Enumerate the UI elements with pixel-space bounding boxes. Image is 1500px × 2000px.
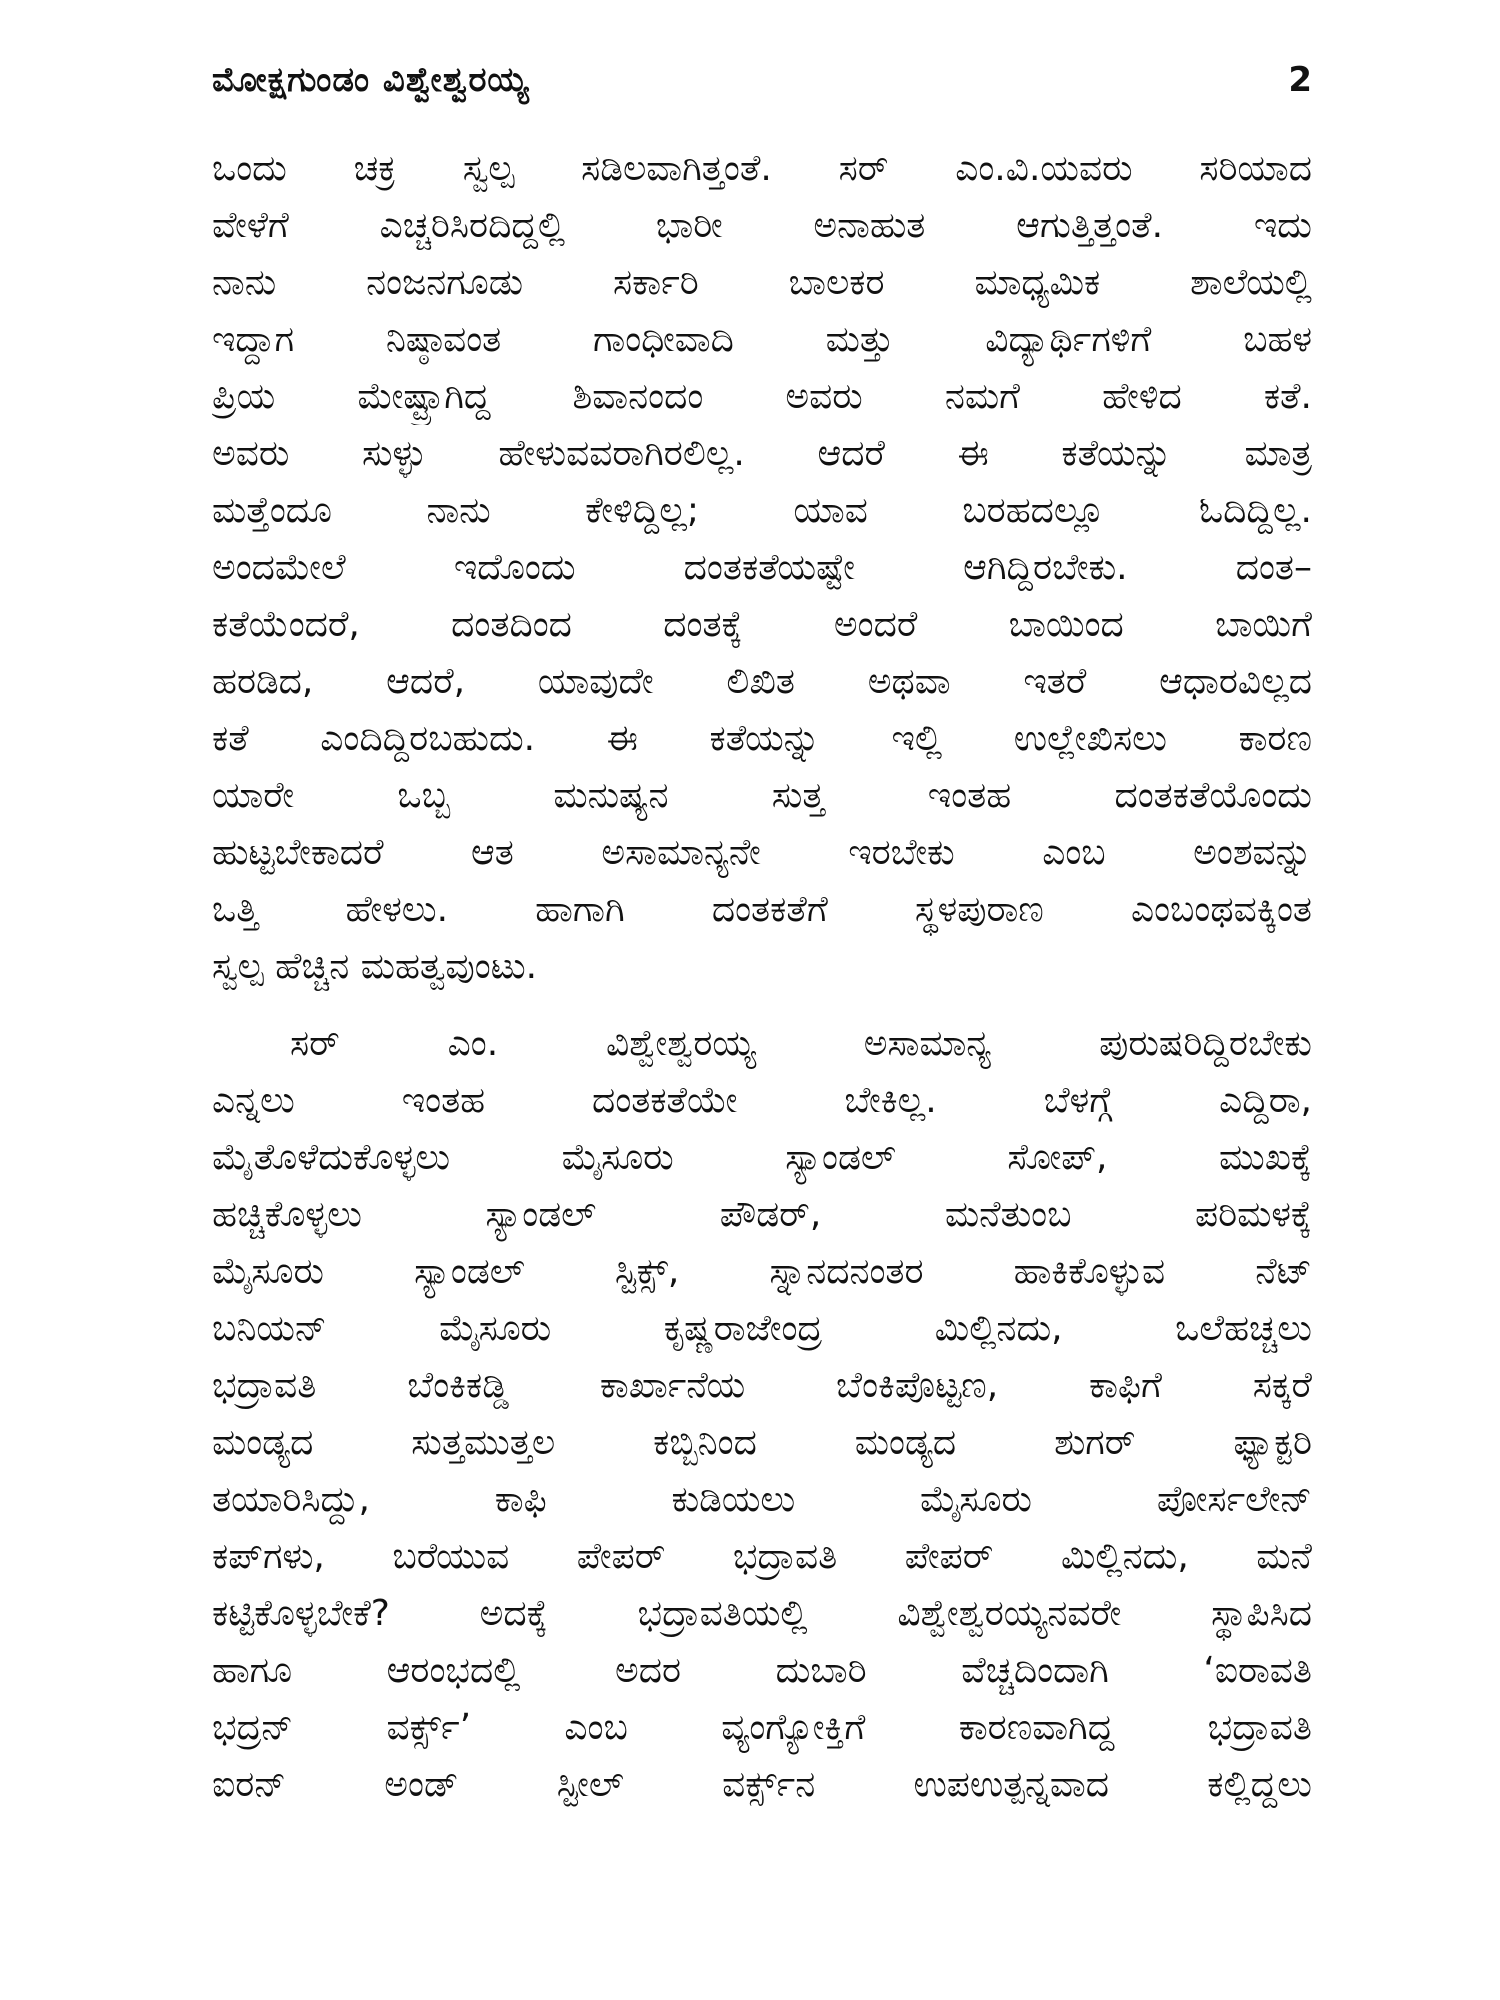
paragraph-1 (212, 140, 1312, 995)
text-line: ಹಾಗೂ ಆರಂಭದಲ್ಲಿ ಅದರ ದುಬಾರಿ ವೆಚ್ಚದಿಂದಾಗಿ ‘ಐರಾವತಿ (212, 1650, 1312, 1691)
text-line: ಒತ್ತಿ ಹೇಳಲು. ಹಾಗಾಗಿ ದಂತಕತೆಗೆ ಸ್ಥಳಪುರಾಣ ಎಂಬಂಥವಕ್ಕಿಂತ (212, 889, 1312, 930)
text-line: ಹರಡಿದ, ಆದರೆ, ಯಾವುದೇ ಲಿಖಿತ ಅಥವಾ ಇತರೆ ಆಧಾರವಿಲ್ಲದ (212, 661, 1312, 702)
paragraph-2 (212, 1015, 1312, 1813)
page-number: 2 (1288, 60, 1312, 100)
text-line: ಕಟ್ಟಿಕೊಳ್ಳಬೇಕೆ? ಅದಕ್ಕೆ ಭದ್ರಾವತಿಯಲ್ಲಿ ವಿಶ್ವೇಶ್ವರಯ್ಯನವರೇ ಸ್ಥಾಪಿಸಿದ (212, 1593, 1312, 1634)
text-line: ಯಾರೇ ಒಬ್ಬ ಮನುಷ್ಯನ ಸುತ್ತ ಇಂತಹ ದಂತಕತೆಯೊಂದು (212, 775, 1312, 816)
text-line: ಬನಿಯನ್ ಮೈಸೂರು ಕೃಷ್ಣರಾಜೇಂದ್ರ ಮಿಲ್ಲಿನದು, ಒಲೆಹಚ್ಚಲು (212, 1308, 1312, 1349)
text-line: ಒಂದು ಚಕ್ರ ಸ್ವಲ್ಪ ಸಡಿಲವಾಗಿತ್ತಂತೆ. ಸರ್ ಎಂ.ವಿ.ಯವರು ಸರಿಯಾದ (212, 148, 1312, 189)
running-title: ಮೋಕ್ಷಗುಂಡಂ ವಿಶ್ವೇಶ್ವರಯ್ಯ (212, 60, 530, 100)
text-line: ಭದ್ರನ್ ವರ್ಕ್ಸ್’ ಎಂಬ ವ್ಯಂಗ್ಯೋಕ್ತಿಗೆ ಕಾರಣವಾಗಿದ್ದ ಭದ್ರಾವತಿ (212, 1707, 1312, 1748)
text-line: ಅಂದಮೇಲೆ ಇದೊಂದು ದಂತಕತೆಯಷ್ಟೇ ಆಗಿದ್ದಿರಬೇಕು. ದಂತ– (212, 547, 1312, 588)
page-header (212, 60, 1312, 120)
text-line: ಇದ್ದಾಗ ನಿಷ್ಠಾವಂತ ಗಾಂಧೀವಾದಿ ಮತ್ತು ವಿದ್ಯಾರ್ಥಿಗಳಿಗೆ ಬಹಳ (212, 319, 1312, 360)
text-line: ಮತ್ತೆಂದೂ ನಾನು ಕೇಳಿದ್ದಿಲ್ಲ; ಯಾವ ಬರಹದಲ್ಲೂ ಓದಿದ್ದಿಲ್ಲ. (212, 490, 1312, 531)
text-line: ಎನ್ನಲು ಇಂತಹ ದಂತಕತೆಯೇ ಬೇಕಿಲ್ಲ. ಬೆಳಗ್ಗೆ ಎದ್ದಿರಾ, (212, 1080, 1312, 1121)
text-line: ಹಚ್ಚಿಕೊಳ್ಳಲು ಸ್ಯಾಂಡಲ್ ಪೌಡರ್, ಮನೆತುಂಬ ಪರಿಮಳಕ್ಕೆ (212, 1194, 1312, 1235)
text-line: ಸರ್ ಎಂ. ವಿಶ್ವೇಶ್ವರಯ್ಯ ಅಸಾಮಾನ್ಯ ಪುರುಷರಿದ್ದಿರಬೇಕು (290, 1023, 1312, 1064)
text-line: ತಯಾರಿಸಿದ್ದು, ಕಾಫಿ ಕುಡಿಯಲು ಮೈಸೂರು ಪೋರ್ಸಲೇನ್ (212, 1479, 1312, 1520)
text-line: ಅವರು ಸುಳ್ಳು ಹೇಳುವವರಾಗಿರಲಿಲ್ಲ. ಆದರೆ ಈ ಕತೆಯನ್ನು ಮಾತ್ರ (212, 433, 1312, 474)
text-line: ನಾನು ನಂಜನಗೂಡು ಸರ್ಕಾರಿ ಬಾಲಕರ ಮಾಧ್ಯಮಿಕ ಶಾಲೆಯಲ್ಲಿ (212, 262, 1312, 303)
text-line: ಐರನ್ ಅಂಡ್ ಸ್ಟೀಲ್ ವರ್ಕ್ಸ್‌ನ ಉಪಉತ್ಪನ್ನವಾದ ಕಲ್ಲಿದ್ದಲು (212, 1764, 1312, 1805)
text-line: ಮೈತೊಳೆದುಕೊಳ್ಳಲು ಮೈಸೂರು ಸ್ಯಾಂಡಲ್ ಸೋಪ್, ಮುಖಕ್ಕೆ (212, 1137, 1312, 1178)
text-line: ಮಂಡ್ಯದ ಸುತ್ತಮುತ್ತಲ ಕಬ್ಬಿನಿಂದ ಮಂಡ್ಯದ ಶುಗರ್ ಫ್ಯಾಕ್ಟರಿ (212, 1422, 1312, 1463)
text-line: ಕಪ್‌ಗಳು, ಬರೆಯುವ ಪೇಪರ್ ಭದ್ರಾವತಿ ಪೇಪರ್ ಮಿಲ್ಲಿನದು, ಮನೆ (212, 1536, 1312, 1577)
text-line: ಭದ್ರಾವತಿ ಬೆಂಕಿಕಡ್ಡಿ ಕಾರ್ಖಾನೆಯ ಬೆಂಕಿಪೊಟ್ಟಣ, ಕಾಫಿಗೆ ಸಕ್ಕರೆ (212, 1365, 1312, 1406)
text-line: ಮೈಸೂರು ಸ್ಯಾಂಡಲ್ ಸ್ಟಿಕ್ಸ್, ಸ್ನಾನದನಂತರ ಹಾಕಿಕೊಳ್ಳುವ ನೆಟ್ (212, 1251, 1312, 1292)
text-line: ಕತೆ ಎಂದಿದ್ದಿರಬಹುದು. ಈ ಕತೆಯನ್ನು ಇಲ್ಲಿ ಉಲ್ಲೇಖಿಸಲು ಕಾರಣ (212, 718, 1312, 759)
text-line: ಹುಟ್ಟಬೇಕಾದರೆ ಆತ ಅಸಾಮಾನ್ಯನೇ ಇರಬೇಕು ಎಂಬ ಅಂಶವನ್ನು (212, 832, 1312, 873)
text-line: ಪ್ರಿಯ ಮೇಷ್ಟ್ರಾಗಿದ್ದ ಶಿವಾನಂದಂ ಅವರು ನಮಗೆ ಹೇಳಿದ ಕತೆ. (212, 376, 1312, 417)
body-text (212, 140, 1312, 1813)
text-line: ವೇಳೆಗೆ ಎಚ್ಚರಿಸಿರದಿದ್ದಲ್ಲಿ ಭಾರೀ ಅನಾಹುತ ಆಗುತ್ತಿತ್ತಂತೆ. ಇದು (212, 205, 1312, 246)
text-line: ಕತೆಯೆಂದರೆ, ದಂತದಿಂದ ದಂತಕ್ಕೆ ಅಂದರೆ ಬಾಯಿಂದ ಬಾಯಿಗೆ (212, 604, 1312, 645)
text-line: ಸ್ವಲ್ಪ ಹೆಚ್ಚಿನ ಮಹತ್ವವುಂಟು. (212, 946, 538, 987)
paragraph-gap (212, 995, 1312, 1015)
